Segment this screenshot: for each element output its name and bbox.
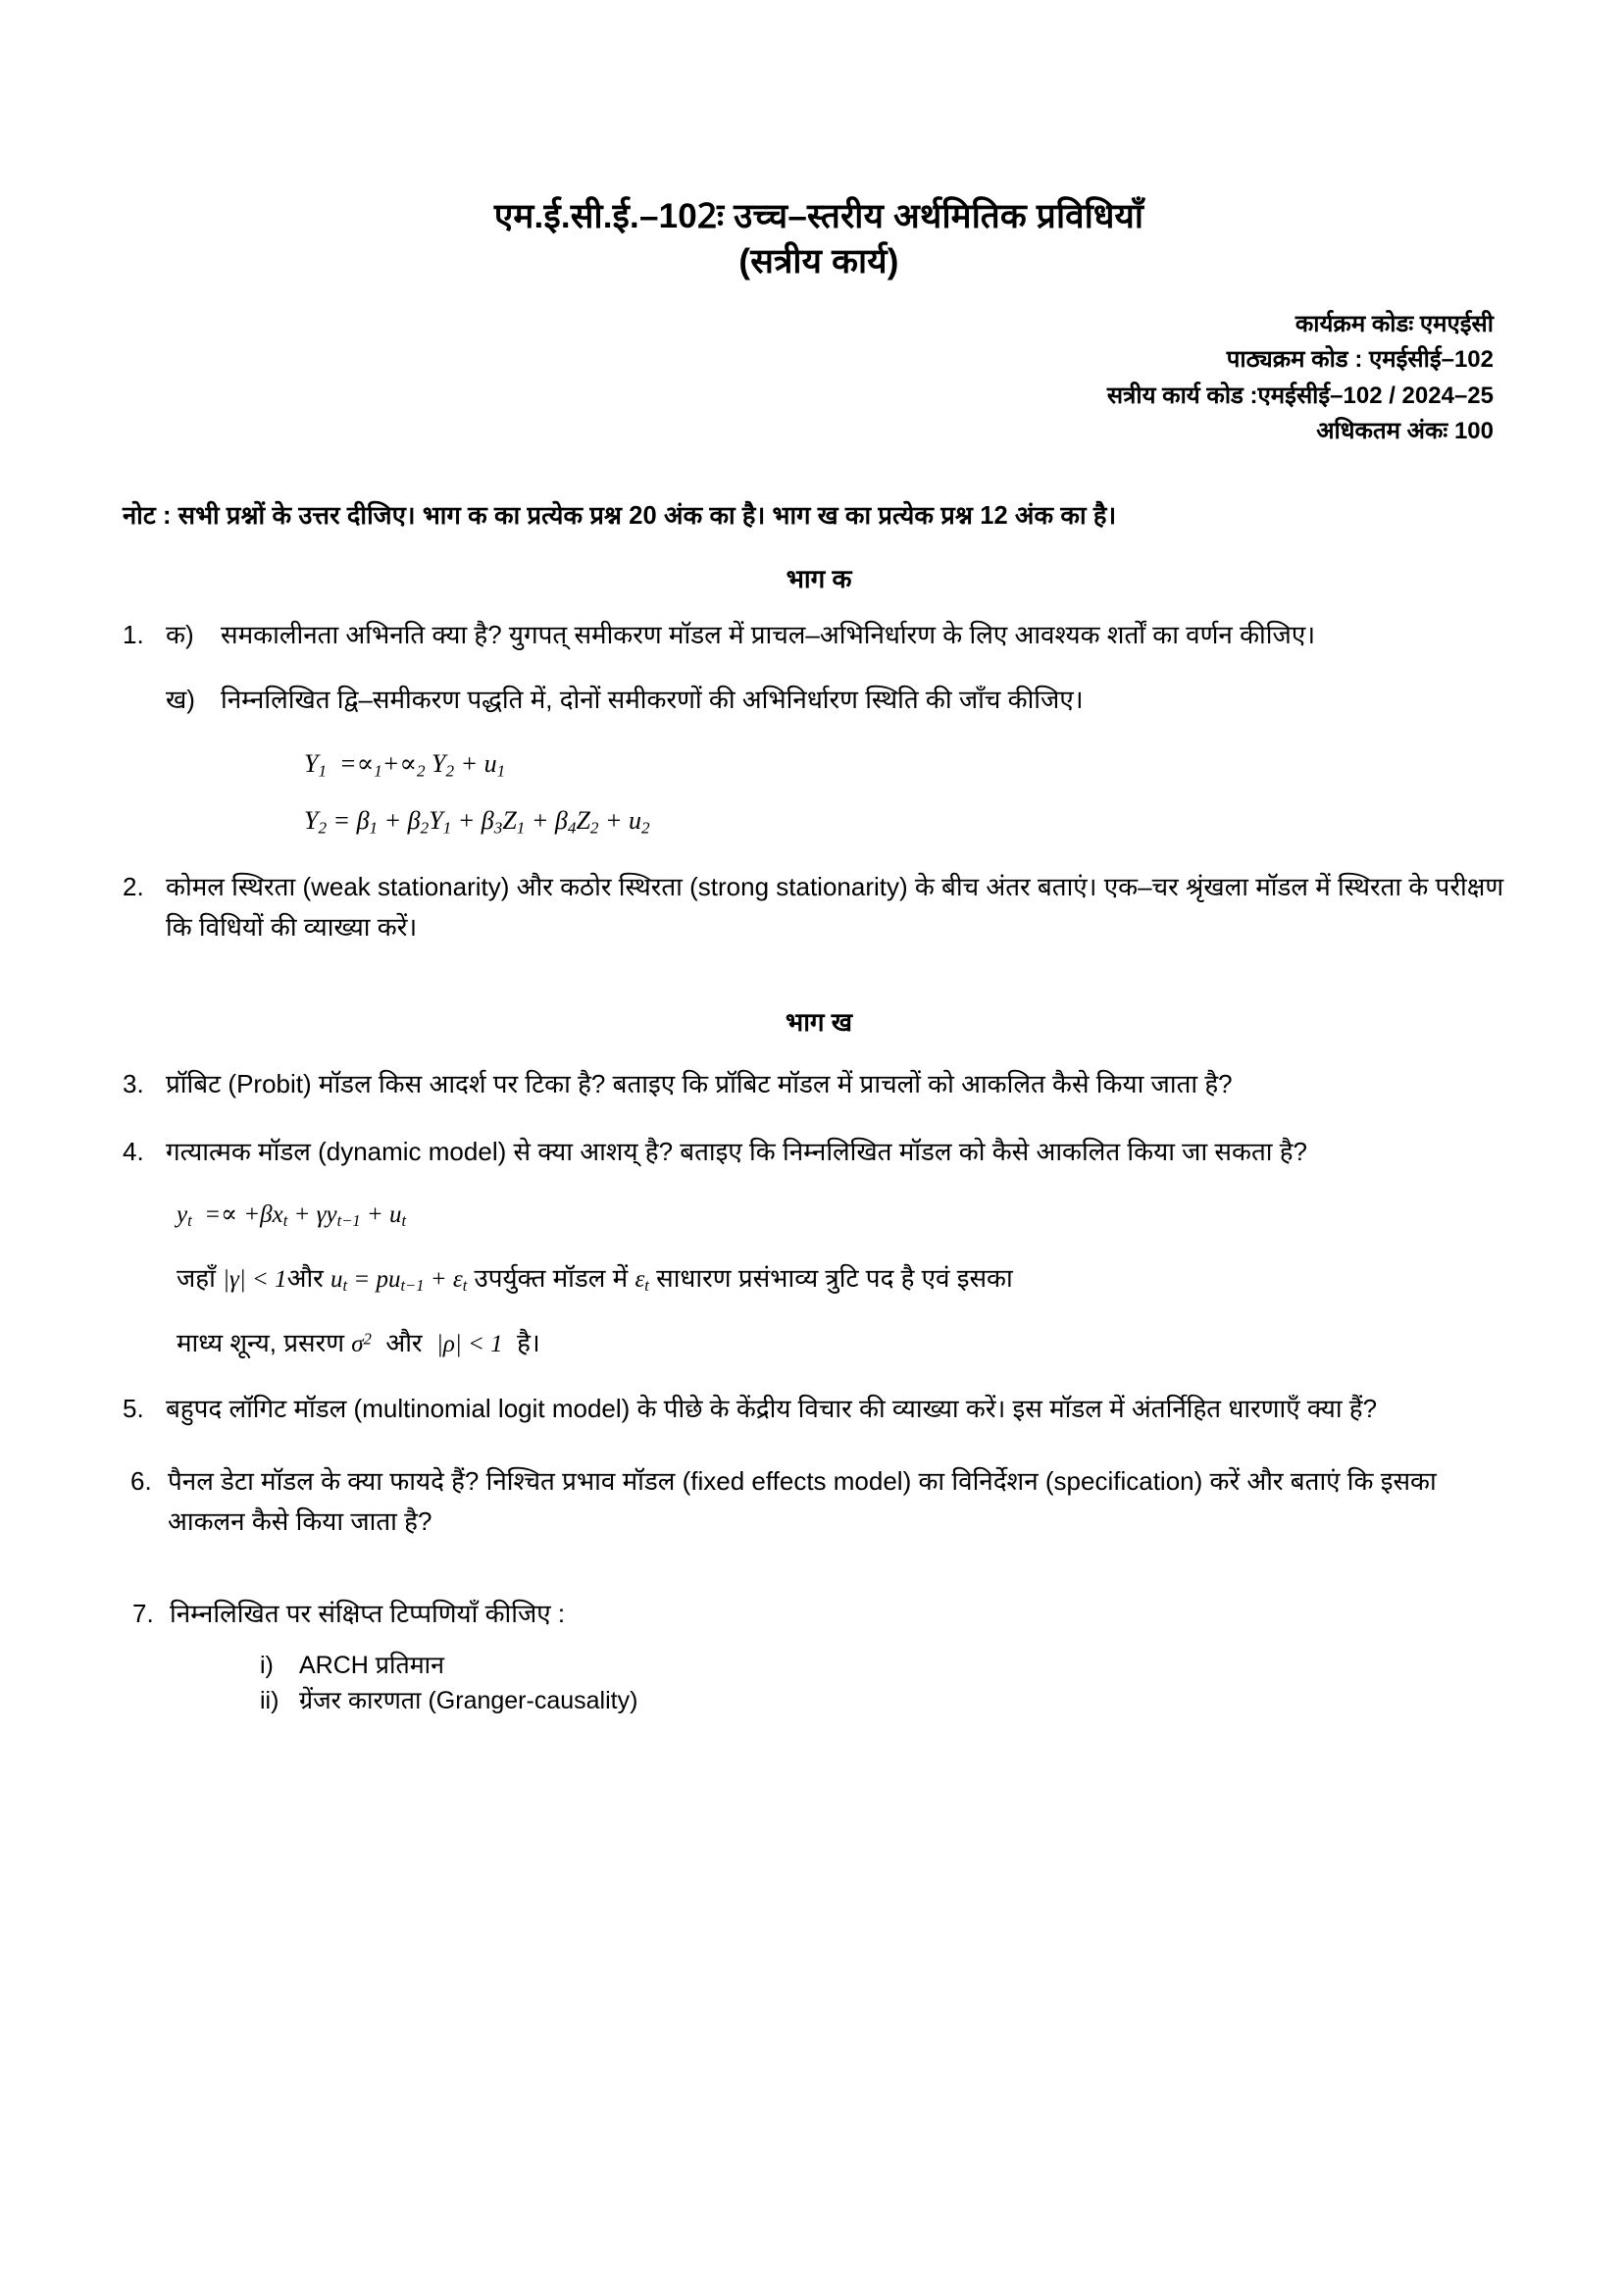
subitem-ii-label: ii) (260, 1687, 279, 1715)
question-4 (123, 1132, 1515, 1172)
course-code-block (123, 307, 1515, 450)
instructions-note: नोट : सभी प्रश्नों के उत्तर दीजिए। भाग क का प्रत्येक प्रश्न 20 अंक का है। भाग ख का प्रत्येक प्रश्न 12 अंक का है। (123, 501, 1117, 530)
mean-mid: और (385, 1328, 423, 1358)
course-code: पाठ्यक्रम कोड : एमईसीई–102 (1226, 346, 1494, 374)
question-1-body (166, 615, 1515, 720)
mean-suffix: है। (517, 1328, 540, 1358)
question-2 (123, 867, 1515, 946)
page-content (123, 0, 1515, 1719)
question-5-number: 5. (123, 1393, 144, 1423)
assignment-code: सत्रीय कार्य कोड :एमईसीई–102 / 2024–25 (1106, 382, 1494, 409)
question-6 (130, 1461, 1515, 1541)
subitem-ii-text: ग्रेंजर कारणता (Granger-causality) (299, 1687, 638, 1715)
question-2-text: कोमल स्थिरता (weak stationarity) और कठोर स्थिरता (strong stationarity) के बीच अंतर बताएं। एक–चर श्रृंखला मॉडल में स्थिरता के परीक्षण कि विधियों की व्याख्या करें। (166, 872, 1504, 942)
condition-rho: |ρ| < 1 (436, 1331, 503, 1358)
question-1a-text: समकालीनता अभिनति क्या है? युगपत् समीकरण मॉडल में प्राचल–अभिनिर्धारण के लिए आवश्यक शर्तों का वर्णन कीजिए। (221, 619, 1316, 649)
list-item (260, 1683, 1515, 1719)
question-7-number: 7. (132, 1599, 154, 1629)
where-suffix: साधारण प्रसंभाव्य त्रुटि पद है एवं इसका (656, 1263, 1013, 1294)
equation-1-row (304, 749, 1515, 781)
where-and: और (286, 1263, 324, 1294)
programme-code: कार्यक्रम कोडः एमएईसी (1294, 311, 1494, 337)
question-1a (166, 615, 1515, 655)
section-b-heading: भाग ख (785, 1007, 853, 1038)
question-5 (123, 1389, 1515, 1429)
question-3 (123, 1064, 1515, 1104)
question-7-body (170, 1594, 1515, 1719)
equation-3: $y_t =\propto +\beta x_t + \gamma y_{t-1} + u_t$ (177, 1201, 407, 1231)
question-2-number: 2. (123, 872, 144, 902)
question-5-text: बहुपद लॉगिट मॉडल (multinomial logit model) के पीछे के केंद्रीय विचार की व्याख्या करें। इस मॉडल में अंतर्निहित धारणाएँ क्या हैं? (166, 1393, 1378, 1423)
question-1b (166, 680, 1515, 720)
question-6-number: 6. (130, 1466, 152, 1497)
subitem-i-label: i) (260, 1651, 274, 1679)
where-mid: उपर्युक्त मॉडल में (474, 1263, 629, 1294)
equation-u-process: $u_t = pu_{t-1} + \varepsilon_t$ (330, 1266, 468, 1296)
question-1a-label: क) (166, 619, 194, 649)
variance-sigma-squared: $\sigma^2$ (351, 1329, 372, 1358)
question-4-text: गत्यात्मक मॉडल (dynamic model) से क्या आशय् है? बताइए कि निम्नलिखित मॉडल को कैसे आकलित किया जा सकता है? (166, 1136, 1307, 1166)
section-a-heading: भाग क (786, 563, 852, 593)
equation-1: $Y_1 =\propto_1+\propto_2$ $Y_2 + u_1$ (304, 748, 506, 780)
question-1b-label: ख) (166, 685, 195, 715)
question-7-text: निम्नलिखित पर संक्षिप्त टिप्पणियाँ कीजिए : (170, 1599, 566, 1629)
question-1 (123, 615, 1515, 720)
title-line-2: (सत्रीय कार्य) (738, 241, 899, 281)
question-4-mean-line (177, 1324, 1515, 1363)
question-3-number: 3. (123, 1069, 144, 1099)
question-7 (132, 1594, 1515, 1719)
equation-2: $Y_2 = \beta_1 + \beta_2Y_1 + \beta_3Z_1 + \beta_4Z_2 + u_2$ (304, 805, 650, 838)
question-4-where-line (177, 1259, 1515, 1299)
mean-prefix: माध्य शून्य, प्रसरण (177, 1328, 345, 1358)
question-4-number: 4. (123, 1136, 144, 1166)
title-line-1: एम.ई.सी.ई.–102ः उच्च–स्तरीय अर्थमितिक प्रविधियाँ (493, 197, 1144, 235)
question-1b-text: निम्नलिखित द्वि–समीकरण पद्धति में, दोनों समीकरणों की अभिनिर्धारण स्थिति की जाँच कीजिए। (221, 685, 1084, 715)
equation-2-row (304, 806, 1515, 838)
document-title (123, 194, 1515, 283)
question-3-text: प्रॉबिट (Probit) मॉडल किस आदर्श पर टिका है? बताइए कि प्रॉबिट मॉडल में प्राचलों को आकलित कैसे किया जाता है? (166, 1069, 1233, 1099)
where-prefix: जहाँ (177, 1263, 216, 1294)
maximum-marks: अधिकतम अंकः 100 (1316, 418, 1494, 445)
condition-gamma: |γ| < 1 (223, 1266, 287, 1294)
question-1-number: 1. (123, 619, 144, 649)
equation-3-row (177, 1195, 1515, 1234)
subitem-i-text: ARCH प्रतिमान (299, 1651, 445, 1679)
question-7-subitems (260, 1648, 1515, 1719)
question-6-text: पैनल डेटा मॉडल के क्या फायदे हैं? निश्चित प्रभाव मॉडल (fixed effects model) का विनिर्देशन (specification) करें और बताएं कि इसका आकलन कैसे किया जाता है? (168, 1466, 1437, 1536)
epsilon-term: $\varepsilon_t$ (634, 1266, 649, 1296)
list-item (260, 1648, 1515, 1684)
